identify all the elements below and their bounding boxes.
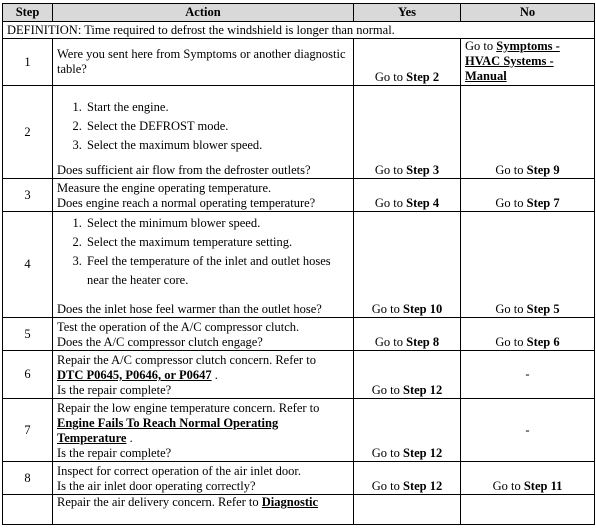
action-question: Does sufficient air flow from the defroster outlets? xyxy=(57,163,311,177)
no-step-link[interactable]: Step 11 xyxy=(523,479,563,493)
diagnostic-link[interactable]: Diagnostic xyxy=(261,495,319,509)
action-question: Is the repair complete? xyxy=(57,446,172,460)
table-row xyxy=(3,318,595,351)
yes-prefix: Go to xyxy=(371,383,400,397)
action-question: Is the repair complete? xyxy=(57,383,172,397)
yes-prefix: Go to xyxy=(371,302,400,316)
yes-cell xyxy=(354,39,461,86)
action-question: Is the air inlet door operating correctly? xyxy=(57,479,256,493)
action-text: Inspect for correct operation of the air inlet door. xyxy=(57,464,302,478)
header-no: No xyxy=(461,4,595,22)
yes-prefix: Go to xyxy=(374,335,403,349)
step-number: 1 xyxy=(3,39,53,86)
list-item: 1. Start the engine. xyxy=(85,98,349,117)
no-prefix: Go to xyxy=(495,302,524,316)
no-prefix: Go to xyxy=(495,163,524,177)
action-link-line xyxy=(57,416,349,446)
dtc-link[interactable]: DTC P0645, P0646, or P0647 xyxy=(57,368,212,382)
step-number: 8 xyxy=(3,462,53,495)
link-suffix: . xyxy=(211,368,218,382)
action-text: Repair the A/C compressor clutch concern. Refer to xyxy=(57,353,316,367)
yes-cell xyxy=(354,179,461,212)
header-step: Step xyxy=(3,4,53,22)
table-row xyxy=(3,212,595,318)
yes-step-link[interactable]: Step 3 xyxy=(406,163,440,177)
action-list xyxy=(57,214,349,290)
action-cell xyxy=(53,86,354,179)
no-cell xyxy=(461,399,595,462)
table-row xyxy=(3,351,595,399)
yes-cell xyxy=(354,399,461,462)
yes-prefix: Go to xyxy=(371,446,400,460)
definition-text: DEFINITION: Time required to defrost the windshield is longer than normal. xyxy=(3,22,595,39)
yes-prefix: Go to xyxy=(374,70,403,84)
table-row xyxy=(3,399,595,462)
yes-cell xyxy=(354,462,461,495)
step-number xyxy=(3,495,53,525)
action-question: Does the inlet hose feel warmer than the outlet hose? xyxy=(57,302,322,316)
action-text: Measure the engine operating temperature. xyxy=(57,181,272,195)
yes-step-link[interactable]: Step 12 xyxy=(403,479,443,493)
step-number: 6 xyxy=(3,351,53,399)
table-row xyxy=(3,179,595,212)
no-cell xyxy=(461,212,595,318)
yes-prefix: Go to xyxy=(374,163,403,177)
action-cell xyxy=(53,212,354,318)
no-step-link[interactable]: Step 6 xyxy=(526,335,560,349)
action-text: Repair the air delivery concern. Refer to xyxy=(57,495,259,509)
step-number: 7 xyxy=(3,399,53,462)
no-dash: - xyxy=(525,422,530,437)
no-prefix: Go to xyxy=(495,196,524,210)
definition-row xyxy=(3,22,595,39)
yes-prefix: Go to xyxy=(374,196,403,210)
step-number: 5 xyxy=(3,318,53,351)
yes-step-link[interactable]: Step 2 xyxy=(406,70,440,84)
yes-step-link[interactable]: Step 8 xyxy=(406,335,440,349)
no-dash: - xyxy=(525,367,530,381)
list-item: 3. Select the maximum blower speed. xyxy=(85,136,349,155)
action-cell xyxy=(53,39,354,86)
yes-cell xyxy=(354,86,461,179)
step-number: 4 xyxy=(3,212,53,318)
engine-temp-link[interactable]: Engine Fails To Reach Normal Operating Temperature xyxy=(57,416,279,445)
step-number: 3 xyxy=(3,179,53,212)
diagnostic-table xyxy=(2,3,595,525)
yes-step-link[interactable]: Step 10 xyxy=(403,302,443,316)
no-prefix: Go to xyxy=(492,479,521,493)
no-prefix: Go to xyxy=(495,335,524,349)
no-cell xyxy=(461,179,595,212)
no-cell xyxy=(461,39,595,86)
no-cell xyxy=(461,495,595,525)
action-text: Test the operation of the A/C compressor clutch. xyxy=(57,320,300,334)
list-item: 3. Feel the temperature of the inlet and outlet hoses near the heater core. xyxy=(85,252,349,290)
yes-cell xyxy=(354,318,461,351)
action-cell xyxy=(53,495,354,525)
action-list xyxy=(57,98,349,155)
action-question: Does the A/C compressor clutch engage? xyxy=(57,335,263,349)
table-row xyxy=(3,462,595,495)
action-question: Does engine reach a normal operating temperature? xyxy=(57,196,316,210)
header-action: Action xyxy=(53,4,354,22)
table-row xyxy=(3,495,595,525)
yes-cell xyxy=(354,212,461,318)
action-cell xyxy=(53,318,354,351)
list-item: 1. Select the minimum blower speed. xyxy=(85,214,349,233)
list-item: 2. Select the DEFROST mode. xyxy=(85,117,349,136)
no-cell xyxy=(461,351,595,399)
yes-step-link[interactable]: Step 12 xyxy=(403,383,443,397)
link-suffix: . xyxy=(126,431,133,445)
list-item: 2. Select the maximum temperature setting. xyxy=(85,233,349,252)
action-link-line xyxy=(57,368,349,383)
header-yes: Yes xyxy=(354,4,461,22)
no-step-link[interactable]: Step 9 xyxy=(526,163,560,177)
action-text: Were you sent here from Symptoms or another diagnostic table? xyxy=(57,47,346,76)
yes-step-link[interactable]: Step 12 xyxy=(403,446,443,460)
no-step-link[interactable]: Step 7 xyxy=(526,196,560,210)
action-cell xyxy=(53,351,354,399)
action-text: Repair the low engine temperature concern. Refer to xyxy=(57,401,320,415)
no-cell xyxy=(461,462,595,495)
header-row xyxy=(3,4,595,22)
table-row xyxy=(3,86,595,179)
action-cell xyxy=(53,179,354,212)
action-cell xyxy=(53,462,354,495)
no-prefix: Go to xyxy=(465,39,494,53)
table-row xyxy=(3,39,595,86)
yes-cell xyxy=(354,351,461,399)
step-number: 2 xyxy=(3,86,53,179)
yes-step-link[interactable]: Step 4 xyxy=(406,196,440,210)
yes-prefix: Go to xyxy=(371,479,400,493)
yes-cell xyxy=(354,495,461,525)
action-cell xyxy=(53,399,354,462)
no-cell xyxy=(461,318,595,351)
no-symptoms-link[interactable]: Symptoms - HVAC Systems - Manual xyxy=(465,39,560,83)
no-cell xyxy=(461,86,595,179)
no-step-link[interactable]: Step 5 xyxy=(526,302,560,316)
